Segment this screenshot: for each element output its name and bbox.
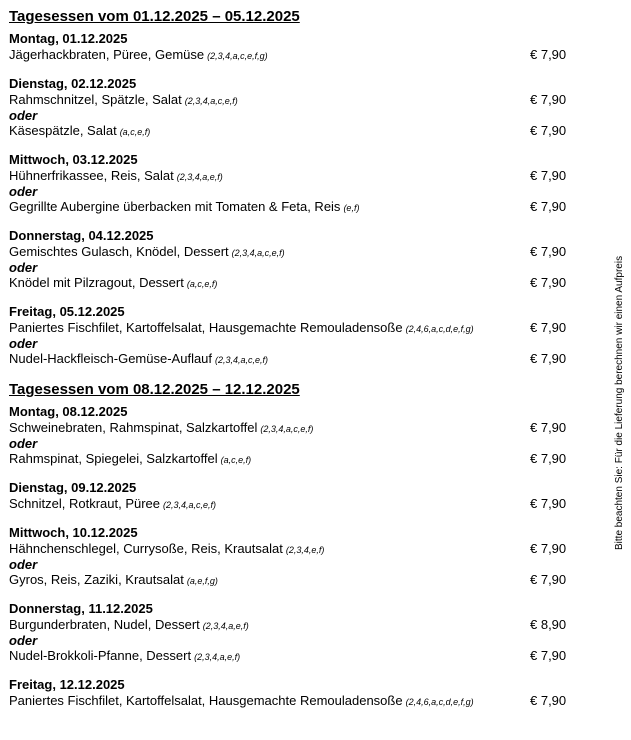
- dish-row: [9, 693, 589, 709]
- dish-line: [9, 648, 240, 663]
- day-block: [9, 76, 589, 139]
- day-title: Freitag, 05.12.2025: [9, 304, 125, 319]
- allergen-codes: (a,e,f,g): [186, 576, 218, 586]
- dish-price: € 7,90: [530, 275, 567, 290]
- allergen-codes: (2,3,4,a,e,f): [202, 621, 249, 631]
- day-title: Montag, 08.12.2025: [9, 404, 128, 419]
- side-note-text: Bitte beachten Sie: Für die Lieferung berechnen wir einen Aufpreis: [614, 255, 625, 550]
- dish-name: Paniertes Fischfilet, Kartoffelsalat, Hausgemachte Remouladensoße: [9, 320, 403, 335]
- dish-name: Paniertes Fischfilet, Kartoffelsalat, Hausgemachte Remouladensoße: [9, 693, 403, 708]
- dish-row: [9, 451, 589, 467]
- menu-document: [9, 7, 589, 722]
- allergen-codes: (2,3,4,a,e,f): [176, 172, 223, 182]
- dish-line: [9, 47, 268, 62]
- allergen-codes: (a,c,e,f): [186, 279, 218, 289]
- dish-name: Burgunderbraten, Nudel, Dessert: [9, 617, 200, 632]
- dish-line: [9, 199, 359, 214]
- dish-row: [9, 47, 589, 63]
- dish-price: € 7,90: [530, 572, 567, 587]
- day-block: [9, 228, 589, 291]
- allergen-codes: (2,3,4,a,c,e,f): [260, 424, 314, 434]
- dish-row: [9, 572, 589, 588]
- dish-price: € 7,90: [530, 451, 567, 466]
- allergen-codes: (2,3,4,a,c,e,f): [184, 96, 238, 106]
- dish-row: [9, 496, 589, 512]
- dish-price: € 8,90: [530, 617, 567, 632]
- dish-name: Gyros, Reis, Zaziki, Krautsalat: [9, 572, 184, 587]
- dish-row: [9, 420, 589, 436]
- allergen-codes: (2,4,6,a,c,d,e,f,g): [405, 324, 474, 334]
- dish-price: € 7,90: [530, 199, 567, 214]
- dish-price: € 7,90: [530, 168, 567, 183]
- dish-line: [9, 541, 324, 556]
- allergen-codes: (2,3,4,a,c,e,f,g): [207, 51, 268, 61]
- day-title: Montag, 01.12.2025: [9, 31, 128, 46]
- dish-row: [9, 351, 589, 367]
- dish-row: [9, 199, 589, 215]
- day-block: [9, 304, 589, 367]
- dish-line: [9, 275, 217, 290]
- dish-line: [9, 351, 268, 366]
- dish-line: [9, 693, 474, 708]
- day-block: [9, 525, 589, 588]
- dish-name: Hähnchenschlegel, Currysoße, Reis, Krautsalat: [9, 541, 283, 556]
- oder-separator: oder: [9, 184, 38, 199]
- dish-line: [9, 617, 249, 632]
- dish-row: [9, 244, 589, 260]
- dish-line: [9, 123, 150, 138]
- day-title: Donnerstag, 04.12.2025: [9, 228, 154, 243]
- dish-name: Gegrillte Aubergine überbacken mit Tomaten & Feta, Reis: [9, 199, 341, 214]
- day-block: [9, 152, 589, 215]
- dish-name: Knödel mit Pilzragout, Dessert: [9, 275, 184, 290]
- week-title: Tagesessen vom 01.12.2025 – 05.12.2025: [9, 8, 300, 25]
- dish-row: [9, 320, 589, 336]
- dish-row: [9, 275, 589, 291]
- day-title: Freitag, 12.12.2025: [9, 677, 125, 692]
- dish-line: [9, 92, 238, 107]
- day-title: Mittwoch, 03.12.2025: [9, 152, 138, 167]
- dish-row: [9, 541, 589, 557]
- dish-line: [9, 168, 223, 183]
- dish-price: € 7,90: [530, 351, 567, 366]
- dish-price: € 7,90: [530, 541, 567, 556]
- weeks-container: [9, 7, 589, 709]
- dish-price: € 7,90: [530, 244, 567, 259]
- week-title: Tagesessen vom 08.12.2025 – 12.12.2025: [9, 381, 300, 398]
- dish-price: € 7,90: [530, 320, 567, 335]
- dish-price: € 7,90: [530, 420, 567, 435]
- dish-row: [9, 168, 589, 184]
- day-block: [9, 480, 589, 512]
- dish-name: Gemischtes Gulasch, Knödel, Dessert: [9, 244, 229, 259]
- week-section: [9, 7, 589, 367]
- day-title: Donnerstag, 11.12.2025: [9, 601, 153, 616]
- dish-price: € 7,90: [530, 123, 567, 138]
- dish-line: [9, 451, 251, 466]
- oder-separator: oder: [9, 557, 38, 572]
- allergen-codes: (2,3,4,a,c,e,f): [163, 500, 217, 510]
- side-note: [612, 210, 628, 550]
- allergen-codes: (2,3,4,a,c,e,f): [231, 248, 285, 258]
- dish-name: Käsespätzle, Salat: [9, 123, 117, 138]
- day-block: [9, 601, 589, 664]
- allergen-codes: (2,4,6,a,c,d,e,f,g): [405, 697, 474, 707]
- oder-separator: oder: [9, 633, 38, 648]
- day-title: Dienstag, 02.12.2025: [9, 76, 137, 91]
- dish-name: Hühnerfrikassee, Reis, Salat: [9, 168, 174, 183]
- dish-name: Nudel-Brokkoli-Pfanne, Dessert: [9, 648, 192, 663]
- day-title: Dienstag, 09.12.2025: [9, 480, 137, 495]
- allergen-codes: (e,f): [343, 203, 360, 213]
- dish-price: € 7,90: [530, 496, 567, 511]
- dish-name: Rahmschnitzel, Spätzle, Salat: [9, 92, 182, 107]
- allergen-codes: (a,c,e,f): [220, 455, 252, 465]
- dish-name: Nudel-Hackfleisch-Gemüse-Auflauf: [9, 351, 213, 366]
- dish-row: [9, 648, 589, 664]
- oder-separator: oder: [9, 436, 38, 451]
- dish-line: [9, 244, 285, 259]
- allergen-codes: (2,3,4,a,c,e,f): [215, 355, 269, 365]
- day-block: [9, 404, 589, 467]
- oder-separator: oder: [9, 336, 38, 351]
- oder-separator: oder: [9, 108, 38, 123]
- allergen-codes: (a,c,e,f): [119, 127, 151, 137]
- allergen-codes: (2,3,4,a,e,f): [194, 652, 241, 662]
- dish-price: € 7,90: [530, 92, 567, 107]
- allergen-codes: (2,3,4,e,f): [285, 545, 325, 555]
- dish-line: [9, 320, 474, 335]
- dish-row: [9, 92, 589, 108]
- dish-name: Schnitzel, Rotkraut, Püree: [9, 496, 161, 511]
- dish-row: [9, 617, 589, 633]
- dish-line: [9, 572, 218, 587]
- day-block: [9, 677, 589, 709]
- dish-price: € 7,90: [530, 47, 567, 62]
- dish-line: [9, 496, 216, 511]
- dish-row: [9, 123, 589, 139]
- week-section: [9, 380, 589, 709]
- day-block: [9, 31, 589, 63]
- dish-name: Rahmspinat, Spiegelei, Salzkartoffel: [9, 451, 218, 466]
- oder-separator: oder: [9, 260, 38, 275]
- dish-name: Schweinebraten, Rahmspinat, Salzkartoffel: [9, 420, 258, 435]
- dish-name: Jägerhackbraten, Püree, Gemüse: [9, 47, 205, 62]
- dish-line: [9, 420, 313, 435]
- dish-price: € 7,90: [530, 648, 567, 663]
- day-title: Mittwoch, 10.12.2025: [9, 525, 138, 540]
- dish-price: € 7,90: [530, 693, 567, 708]
